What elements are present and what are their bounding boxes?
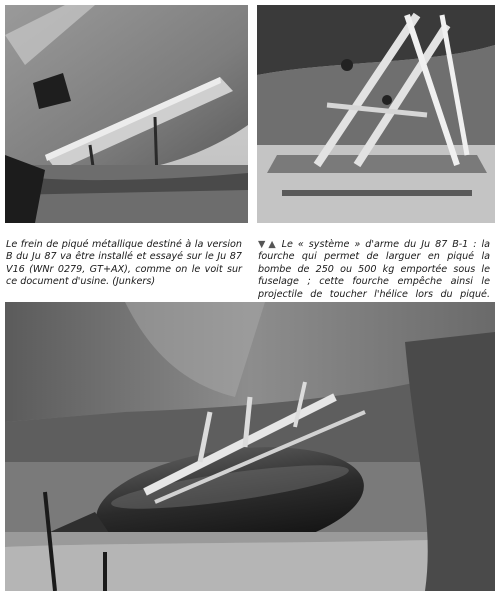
- dive-brake-image: [5, 5, 248, 223]
- photo-dive-brake: [5, 5, 248, 223]
- photo-pointer-marker: ▼▲: [258, 238, 279, 250]
- photo-bomb-fork: [257, 5, 495, 223]
- photo-bomb-under-fuselage: [5, 302, 495, 591]
- caption-dive-brake: Le frein de piqué métallique destiné à la version B du Ju 87 va être installé et essayé sur le Ju 87 V16 (WNr 0279, GT+AX), comme on le voit sur ce document d'usine. (Junkers): [6, 238, 242, 288]
- bomb-under-fuselage-image: [5, 302, 495, 591]
- caption-bomb-fork-text: Le « système » d'arme du Ju 87 B-1 : la fourche qui permet de larguer en piqué la bombe de 250 ou 500 kg emportée sous le fuselage ; cette fourche empêche ainsi le projectile de toucher l'hélice lors du piqué.: [258, 238, 491, 300]
- bomb-fork-image: [257, 5, 495, 223]
